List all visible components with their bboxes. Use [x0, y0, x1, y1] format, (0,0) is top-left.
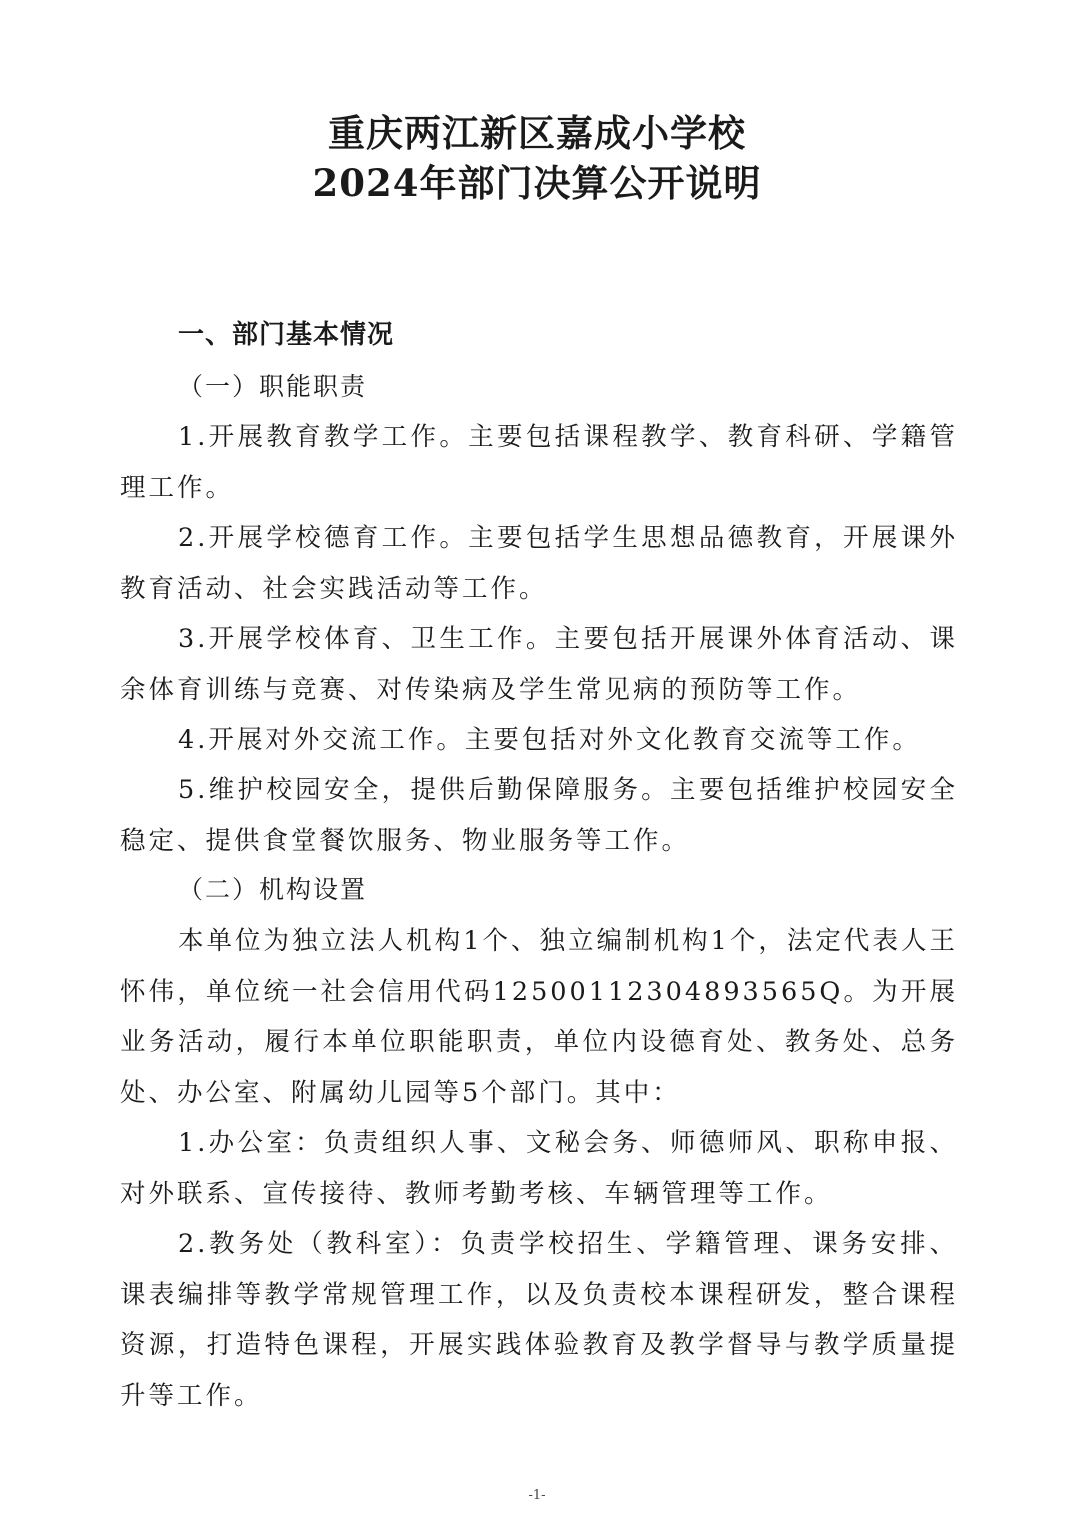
organization-intro: 本单位为独立法人机构1个、独立编制机构1个，法定代表人王怀伟，单位统一社会信用代码12500112304893565Q。为开展业务活动，履行本单位职能职责，单位内设德育处、教务处、总务处、办公室、附属幼儿园等5个部门。其中： — [120, 926, 958, 1108]
duty-item-3: 3.开展学校体育、卫生工作。主要包括开展课外体育活动、课余体育训练与竞赛、对传染病及学生常见病的预防等工作。 — [120, 624, 958, 705]
subsection-heading-organization: （二）机构设置 — [178, 875, 368, 904]
page-number: -1- — [528, 1488, 546, 1503]
duty-item-5: 5.维护校园安全，提供后勤保障服务。主要包括维护校园安全稳定、提供食堂餐饮服务、物业服务等工作。 — [120, 775, 958, 856]
duty-item-1: 1.开展教育教学工作。主要包括课程教学、教育科研、学籍管理工作。 — [120, 422, 958, 503]
duty-item-2: 2.开展学校德育工作。主要包括学生思想品德教育，开展课外教育活动、社会实践活动等工作。 — [120, 523, 958, 604]
document-title-line-1: 重庆两江新区嘉成小学校 — [328, 111, 746, 155]
document-title-line-2: 2024年部门决算公开说明 — [312, 161, 762, 205]
subsection-heading-duties: （一）职能职责 — [178, 372, 368, 401]
department-item-2: 2.教务处（教科室）：负责学校招生、学籍管理、课务安排、课表编排等教学常规管理工作，以及负责校本课程研发，整合课程资源，打造特色课程，开展实践体验教育及教学督导与教学质量提升等工作。 — [120, 1229, 958, 1411]
duty-item-4: 4.开展对外交流工作。主要包括对外文化教育交流等工作。 — [178, 725, 921, 755]
department-item-1: 1.办公室：负责组织人事、文秘会务、师德师风、职称申报、对外联系、宣传接待、教师考勤考核、车辆管理等工作。 — [120, 1128, 958, 1209]
section-heading-basic-info: 一、部门基本情况 — [178, 320, 395, 350]
